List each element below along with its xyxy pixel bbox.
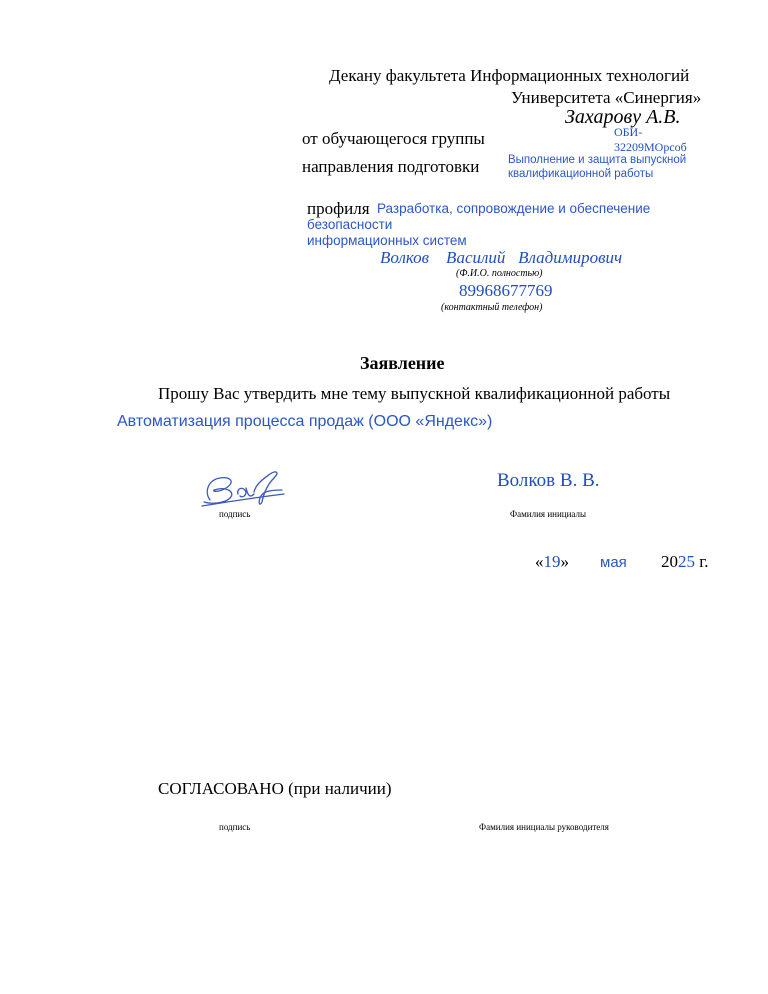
approval-sign-caption: подпись [219, 822, 251, 832]
dean-name: Захарову А.В. [565, 106, 681, 128]
student-phone: 89968677769 [459, 281, 553, 300]
date-month: мая [600, 554, 627, 571]
approval-title: СОГЛАСОВАНО (при наличии) [158, 779, 392, 798]
direction-label: направления подготовки [302, 157, 480, 176]
date-open-quote: « [535, 552, 544, 571]
statement-text: Прошу Вас утвердить мне тему выпускной квалификационной работы [158, 384, 671, 403]
direction-value-line2: квалификационной работы [508, 168, 654, 180]
profile-value-line3: информационных систем [307, 233, 467, 248]
profile-label: профиля [307, 199, 370, 218]
header-university: Университета «Синергия» [511, 88, 702, 107]
signature-name: Волков В. В. [497, 470, 600, 491]
student-fio: Волков Василий Владимирович [380, 248, 623, 267]
date-day-value: 19 [543, 552, 561, 571]
date-year-prefix: 20 [661, 552, 678, 571]
statement-title: Заявление [360, 353, 445, 373]
approval-name-caption: Фамилия инициалы руководителя [479, 822, 609, 832]
date-year-suffix: 25 [678, 552, 695, 571]
handwritten-signature [196, 466, 288, 508]
header-dean-line1: Декану факультета Информационных технологий [329, 66, 690, 85]
date-year [661, 552, 709, 572]
profile-value-line1: Разработка, сопровождение и обеспечение [377, 201, 651, 216]
date-year-unit: г. [695, 552, 709, 571]
fio-caption: (Ф.И.О. полностью) [456, 268, 543, 279]
signature-name-caption: Фамилия инициалы [510, 509, 587, 519]
direction-value-line1: Выполнение и защита выпускной [508, 154, 687, 166]
profile-value-line2: безопасности [307, 217, 393, 232]
phone-caption: (контактный телефон) [441, 302, 543, 313]
thesis-topic: Автоматизация процесса продаж (ООО «Яндекс») [117, 413, 493, 430]
group-value-line1: ОБИ- [614, 125, 643, 139]
group-value-line2: 32209МОрсоб [614, 140, 687, 154]
date-day [535, 552, 569, 572]
signature-caption: подпись [219, 509, 251, 519]
from-label: от обучающегося группы [302, 129, 485, 148]
date-close-quote: » [560, 552, 569, 571]
